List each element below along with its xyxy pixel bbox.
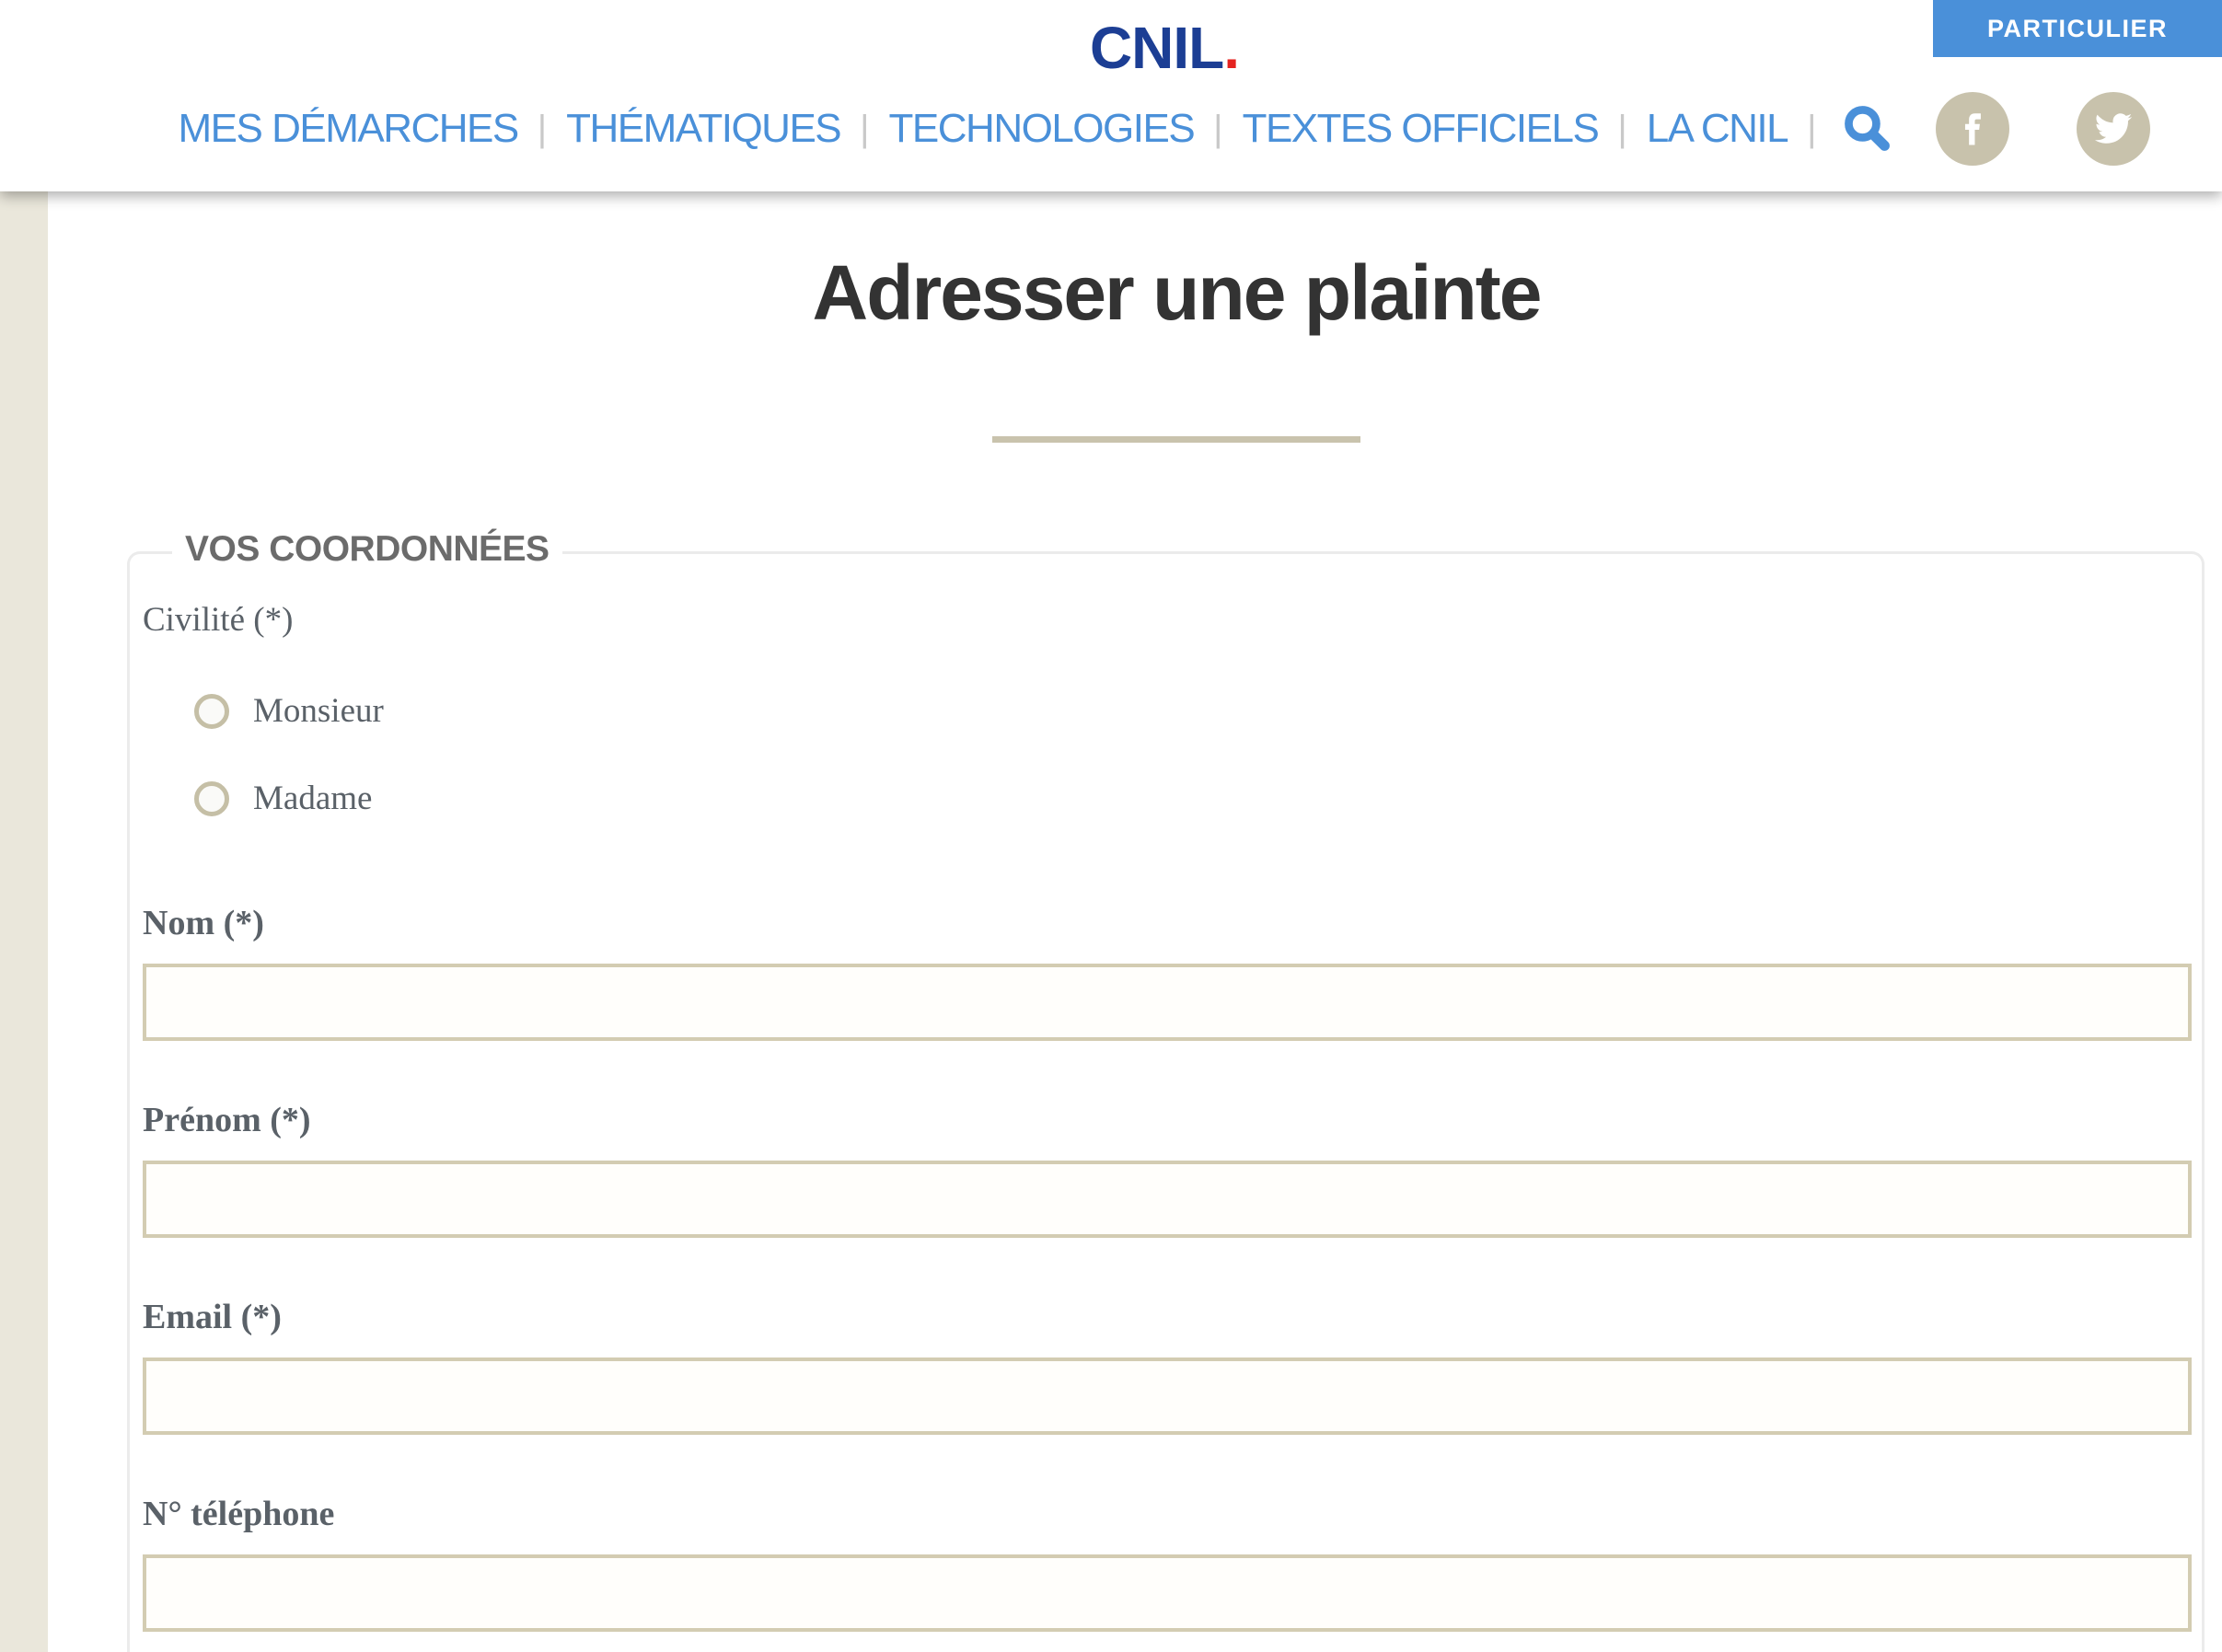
nav-item-la-cnil[interactable]: LA CNIL xyxy=(1646,106,1788,151)
radio-madame[interactable] xyxy=(194,781,229,816)
nav-item-thematiques[interactable]: THÉMATIQUES xyxy=(566,106,841,151)
email-label: Email (*) xyxy=(143,1298,282,1337)
telephone-input[interactable] xyxy=(143,1554,2192,1632)
nav-item-mes-demarches[interactable]: MES DÉMARCHES xyxy=(178,106,518,151)
nav-separator: | xyxy=(1617,109,1627,149)
field-telephone xyxy=(143,1494,2192,1632)
logo-row xyxy=(53,0,2222,81)
search-icon[interactable] xyxy=(1841,102,1894,156)
facebook-icon[interactable] xyxy=(1936,92,2009,166)
audience-badge[interactable]: PARTICULIER xyxy=(1933,0,2222,57)
radio-madame-label: Madame xyxy=(253,780,373,818)
site-header xyxy=(0,0,2222,191)
content-panel xyxy=(48,191,2222,1652)
radio-monsieur[interactable] xyxy=(194,694,229,729)
header-center xyxy=(53,0,2222,166)
main-nav xyxy=(53,92,2222,166)
radio-option-madame[interactable] xyxy=(194,779,2192,818)
cnil-logo-text: CNIL xyxy=(1089,15,1224,81)
nav-separator: | xyxy=(860,109,870,149)
title-divider xyxy=(992,436,1360,443)
civility-label: Civilité (*) xyxy=(143,601,294,640)
telephone-label: N° téléphone xyxy=(143,1495,335,1534)
cnil-logo-dot: . xyxy=(1223,15,1240,81)
prenom-label: Prénom (*) xyxy=(143,1101,311,1140)
nom-label: Nom (*) xyxy=(143,904,264,943)
twitter-icon[interactable] xyxy=(2077,92,2150,166)
nom-input[interactable] xyxy=(143,964,2192,1041)
nav-item-textes-officiels[interactable]: TEXTES OFFICIELS xyxy=(1242,106,1599,151)
prenom-input[interactable] xyxy=(143,1161,2192,1238)
nav-separator: | xyxy=(1213,109,1223,149)
email-input[interactable] xyxy=(143,1357,2192,1435)
field-nom xyxy=(143,903,2192,1041)
field-email xyxy=(143,1297,2192,1435)
radio-option-monsieur[interactable] xyxy=(194,691,2192,731)
cnil-logo[interactable] xyxy=(1089,15,1240,81)
section-legend: VOS COORDONNÉES xyxy=(172,529,562,570)
nav-separator: | xyxy=(1807,109,1817,149)
field-prenom xyxy=(143,1100,2192,1238)
page-title: Adresser une plainte xyxy=(812,249,1541,336)
nav-separator: | xyxy=(537,109,548,149)
radio-monsieur-label: Monsieur xyxy=(253,692,384,731)
page-body xyxy=(0,191,2222,1652)
nav-item-technologies[interactable]: TECHNOLOGIES xyxy=(888,106,1195,151)
coordinates-fieldset xyxy=(127,529,2205,1652)
